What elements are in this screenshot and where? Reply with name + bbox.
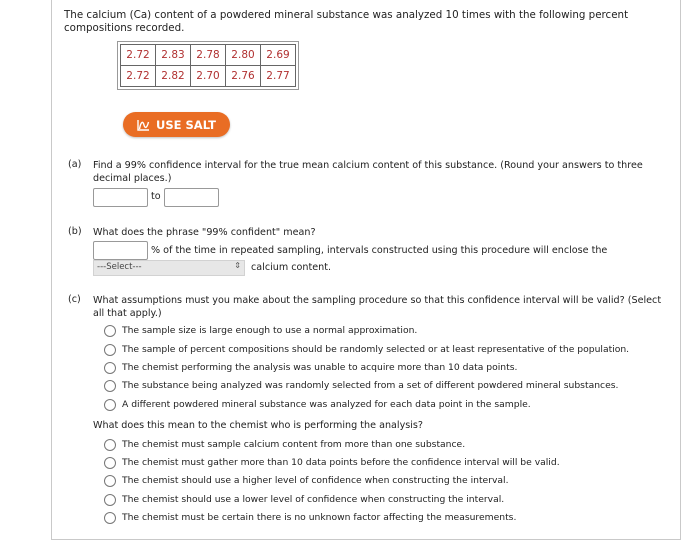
followup-option-row[interactable] (104, 456, 560, 469)
option-label: The chemist must sample calcium content from more than one substance. (122, 439, 466, 450)
followup-option-row[interactable] (104, 493, 504, 506)
use-salt-button[interactable] (123, 112, 230, 137)
part-c-question: What assumptions must you make about the sampling procedure so that this confidence interval will be valid? (Select all that apply.) (93, 295, 662, 319)
checkbox[interactable] (104, 380, 116, 392)
option-row[interactable] (104, 361, 517, 374)
radio-button[interactable] (104, 457, 116, 469)
part-b-letter: (b) (68, 226, 82, 237)
table-cell: 2.82 (156, 66, 191, 87)
option-label: The substance being analyzed was randomly selected from a set of different powdered mineral substances. (122, 380, 619, 391)
part-b-sentence: % of the time in repeated sampling, intervals constructed using this procedure will enclose the (151, 245, 608, 256)
part-a-question: Find a 99% confidence interval for the true mean calcium content of this substance. (Round your answers to three decimal places.) (93, 160, 643, 184)
select-value: ---Select--- (97, 262, 142, 272)
radio-button[interactable] (104, 475, 116, 487)
select-dropdown[interactable] (93, 260, 245, 276)
option-label: The chemist should use a lower level of confidence when constructing the interval. (122, 494, 505, 505)
option-label: The sample size is large enough to use a normal approximation. (122, 325, 418, 336)
table-row (121, 66, 296, 87)
lower-bound-input[interactable] (93, 188, 148, 207)
checkbox[interactable] (104, 399, 116, 411)
followup-question: What does this mean to the chemist who is performing the analysis? (93, 420, 424, 431)
problem-intro: The calcium (Ca) content of a powdered mineral substance was analyzed 10 times with the following percent compositions recorded. (64, 9, 629, 34)
table-cell: 2.70 (191, 66, 226, 87)
part-b-suffix: calcium content. (251, 262, 332, 273)
option-row[interactable] (104, 343, 629, 356)
option-label: The chemist must be certain there is no unknown factor affecting the measurements. (122, 512, 517, 523)
table-cell: 2.77 (261, 66, 296, 87)
chevron-updown-icon: ⇕ (234, 261, 241, 270)
table-cell: 2.72 (121, 66, 156, 87)
table-cell: 2.83 (156, 45, 191, 66)
table-cell: 2.72 (121, 45, 156, 66)
followup-option-row[interactable] (104, 511, 516, 524)
radio-button[interactable] (104, 512, 116, 524)
option-label: A different powdered mineral substance was analyzed for each data point in the sample. (122, 399, 531, 410)
checkbox[interactable] (104, 325, 116, 337)
use-salt-label: USE SALT (156, 117, 216, 132)
option-label: The chemist performing the analysis was unable to acquire more than 10 data points. (122, 362, 518, 373)
followup-option-row[interactable] (104, 438, 465, 451)
part-a-letter: (a) (68, 159, 82, 170)
data-table (120, 44, 296, 87)
radio-button[interactable] (104, 494, 116, 506)
checkbox[interactable] (104, 344, 116, 356)
option-row[interactable] (104, 379, 618, 392)
table-cell: 2.78 (191, 45, 226, 66)
table-cell: 2.69 (261, 45, 296, 66)
part-b-question: What does the phrase "99% confident" mean? (93, 227, 316, 238)
salt-chart-icon (137, 119, 150, 131)
to-label: to (151, 191, 161, 202)
part-c-letter: (c) (68, 294, 81, 305)
radio-button[interactable] (104, 439, 116, 451)
checkbox[interactable] (104, 362, 116, 374)
upper-bound-input[interactable] (164, 188, 219, 207)
option-row[interactable] (104, 398, 531, 411)
option-row[interactable] (104, 324, 417, 337)
option-label: The sample of percent compositions should be randomly selected or at least representative of the population. (122, 344, 630, 355)
table-cell: 2.80 (226, 45, 261, 66)
percent-input[interactable] (93, 241, 148, 260)
option-label: The chemist should use a higher level of confidence when constructing the interval. (122, 475, 509, 486)
option-label: The chemist must gather more than 10 data points before the confidence interval will be valid. (122, 457, 560, 468)
table-cell: 2.76 (226, 66, 261, 87)
followup-option-row[interactable] (104, 474, 509, 487)
table-row (121, 45, 296, 66)
